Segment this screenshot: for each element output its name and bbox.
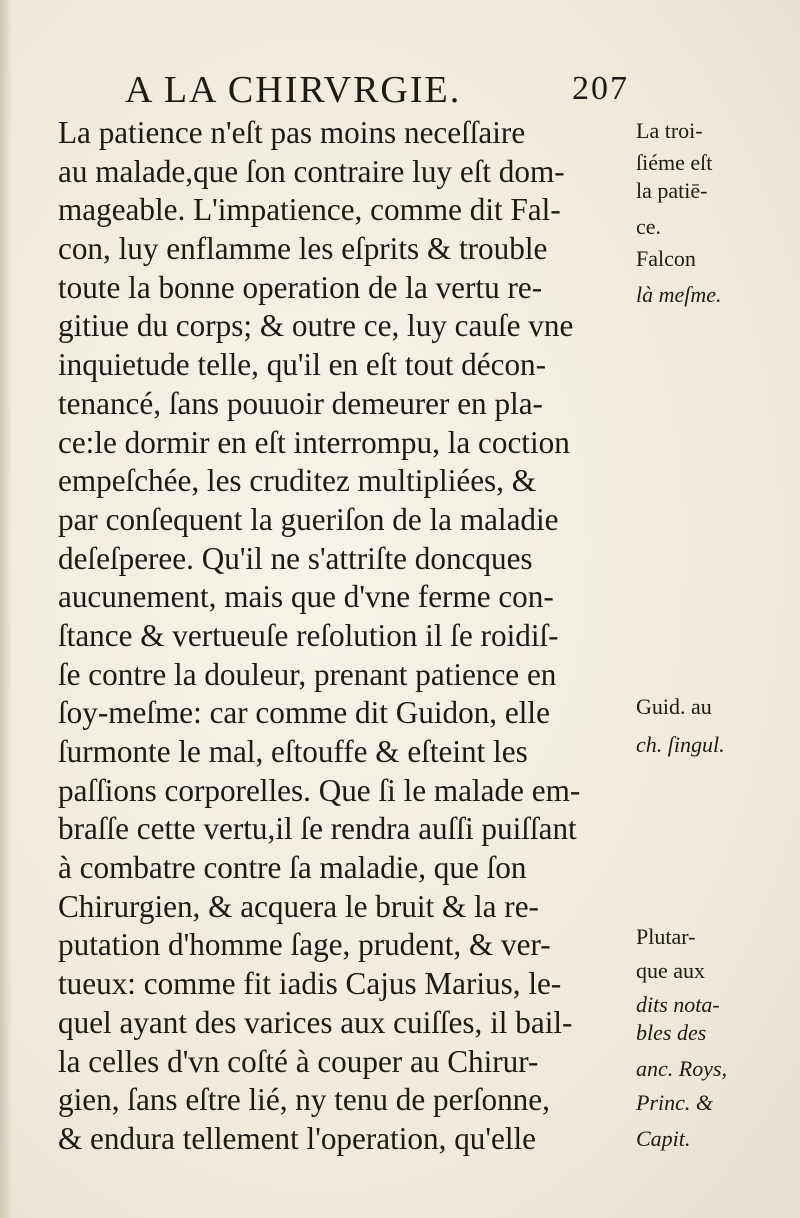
margin-note: La troi- bbox=[636, 118, 703, 143]
text-line: quel ayant des varices aux cuiſſes, il bail- bbox=[58, 1004, 573, 1040]
text-line: paſſions corporelles. Que ſi le malade em- bbox=[58, 772, 581, 808]
text-line: ſtance & vertueuſe reſolution il ſe roidiſ- bbox=[58, 617, 559, 653]
margin-note: ce. bbox=[636, 214, 662, 239]
text-line: con, luy enflamme les eſprits & trouble bbox=[58, 231, 548, 267]
text-line: tenancé, ſans pouuoir demeurer en pla- bbox=[58, 385, 543, 421]
text-line: putation d'homme ſage, prudent, & ver- bbox=[58, 927, 551, 963]
text-line: inquietude telle, qu'il en eſt tout décon- bbox=[58, 347, 547, 383]
text-line: deſeſperee. Qu'il ne s'attriſte doncques bbox=[58, 540, 533, 576]
text-line: toute la bonne operation de la vertu re- bbox=[58, 269, 543, 305]
text-line: par conſequent la gueriſon de la maladie bbox=[58, 501, 559, 537]
text-line: ſoy-meſme: car comme dit Guidon, elle bbox=[58, 695, 550, 731]
running-title: A LA CHIRVRGIE. bbox=[125, 69, 462, 111]
margin-note: dits nota- bbox=[636, 992, 720, 1017]
margin-note: là meſme. bbox=[636, 282, 722, 307]
text-line: & endura tellement l'operation, qu'elle bbox=[58, 1120, 537, 1156]
main-text-column bbox=[58, 114, 638, 1159]
margin-note: Falcon bbox=[636, 246, 696, 271]
text-line: aucunement, mais que d'vne ferme con- bbox=[58, 579, 554, 615]
margin-note: la patiē- bbox=[636, 178, 708, 203]
text-line: braſſe cette vertu,il ſe rendra auſſi puiſſant bbox=[58, 811, 577, 847]
text-line: gitiue du corps; & outre ce, luy cauſe vne bbox=[58, 308, 574, 344]
text-line: tueux: comme fit iadis Cajus Marius, le- bbox=[58, 966, 562, 1002]
margin-note: ch. ſingul. bbox=[636, 732, 725, 757]
text-line: empeſchée, les cruditez multipliées, & bbox=[58, 463, 537, 499]
margin-note: anc. Roys, bbox=[636, 1056, 728, 1081]
margin-note: bles des bbox=[636, 1020, 707, 1045]
text-line: au malade,que ſon contraire luy eſt dom- bbox=[58, 153, 565, 189]
text-line: à combatre contre ſa maladie, que ſon bbox=[58, 850, 527, 886]
text-line: La patience n'eſt pas moins neceſſaire bbox=[58, 115, 526, 150]
text-line: la celles d'vn coſté à couper au Chirur- bbox=[58, 1043, 539, 1079]
text-line: mageable. L'impatience, comme dit Fal- bbox=[58, 192, 561, 228]
margin-note: Guid. au bbox=[636, 694, 712, 719]
margin-note: ſiéme eſt bbox=[636, 150, 713, 175]
text-line: ce:le dormir en eſt interrompu, la coction bbox=[58, 424, 570, 460]
running-header bbox=[125, 68, 645, 118]
margin-note: Capit. bbox=[636, 1126, 691, 1151]
text-line: Chirurgien, & acquera le bruit & la re- bbox=[58, 888, 539, 924]
page-gutter-shadow bbox=[0, 0, 12, 1218]
text-line: gien, ſans eſtre lié, ny tenu de perſonne, bbox=[58, 1082, 550, 1118]
text-line: ſe contre la douleur, prenant patience en bbox=[58, 656, 557, 692]
margin-note: Princ. & bbox=[636, 1090, 713, 1115]
page-number: 207 bbox=[572, 70, 629, 107]
margin-note: Plutar- bbox=[636, 924, 696, 949]
margin-note: que aux bbox=[636, 958, 706, 983]
text-line: ſurmonte le mal, eſtouffe & eſteint les bbox=[58, 734, 528, 769]
